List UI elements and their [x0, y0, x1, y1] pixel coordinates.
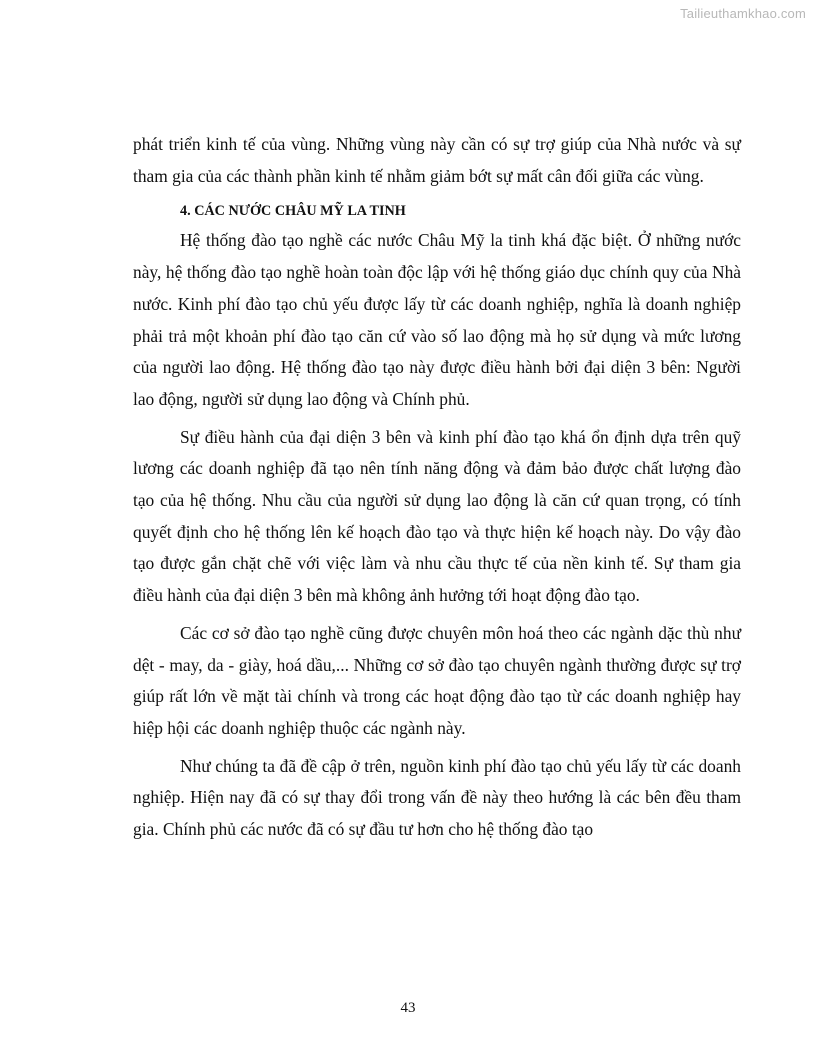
paragraph-3: Các cơ sở đào tạo nghề cũng được chuyên môn hoá theo các ngành dặc thù như dệt - may, da - giày, hoá dầu,... Những cơ sở đào tạo chuyên ngành thường được sự trợ giúp rất lớn về mặt tài chính và trong các hoạt động đào tạo từ các doanh nghiệp hay hiệp hội các doanh nghiệp thuộc các ngành này. — [133, 622, 741, 738]
watermark-text: Tailieuthamkhao.com — [680, 6, 806, 21]
paragraph-continuation: phát triển kinh tế của vùng. Những vùng này cần có sự trợ giúp của Nhà nước và sự tham gia của các thành phần kinh tế nhằm giảm bớt sự mất cân đối giữa các vùng. — [133, 134, 741, 186]
paragraph-1: Hệ thống đào tạo nghề các nước Châu Mỹ la tinh khá đặc biệt. Ở những nước này, hệ thống đào tạo nghề hoàn toàn độc lập với hệ thống giáo dục chính quy của Nhà nước. Kinh phí đào tạo chủ yếu được lấy từ các doanh nghiệp, nghĩa là doanh nghiệp phải trả một khoản phí đào tạo căn cứ vào số lao động mà họ sử dụng và mức lương của người lao động. Hệ thống đào tạo này được điều hành bởi đại diện 3 bên: Người lao động, người sử dụng lao động và Chính phủ. — [133, 230, 741, 409]
page-number: 43 — [400, 1000, 416, 1016]
paragraph-2: Sự điều hành của đại diện 3 bên và kinh phí đào tạo khá ổn định dựa trên quỹ lương các doanh nghiệp đã tạo nên tính năng động và đảm bảo được chất lượng đào tạo của hệ thống. Nhu cầu của người sử dụng lao động là căn cứ quan trọng, có tính quyết định cho hệ thống lên kế hoạch đào tạo và thực hiện kế hoạch này. Do vậy đào tạo được gắn chặt chẽ với việc làm và nhu cầu thực tế của nền kinh tế. Sự tham gia điều hành của đại diện 3 bên mà không ảnh hưởng tới hoạt động đào tạo. — [133, 426, 741, 606]
section-heading: 4. CÁC NƯỚC CHÂU MỸ LA TINH — [180, 203, 406, 220]
paragraph-4: Như chúng ta đã đề cập ở trên, nguồn kinh phí đào tạo chủ yếu lấy từ các doanh nghiệp. Hiện nay đã có sự thay đổi trong vấn đề này theo hướng là các bên đều tham gia. Chính phủ các nước đã có sự đầu tư hơn cho hệ thống đào tạo — [133, 755, 741, 840]
page-body — [133, 129, 741, 846]
